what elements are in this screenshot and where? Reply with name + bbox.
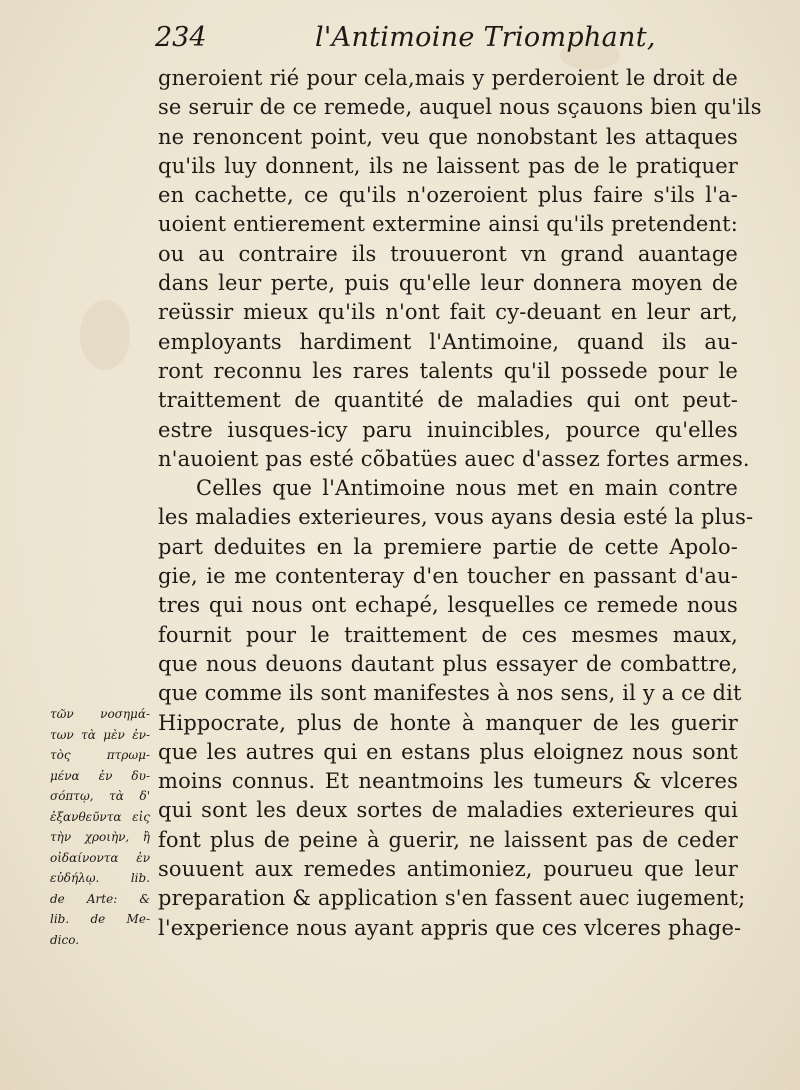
marginal-note-line: τῶν νοσημά- (50, 707, 150, 721)
text-line: ou au contraire ils trouueront vn grand auantage (158, 241, 738, 266)
text-line: font plus de peine à guerir, ne laissent pas de ceder (158, 827, 738, 852)
running-title: l'Antimoine Triomphant, (315, 22, 656, 53)
main-text-block (158, 64, 762, 943)
text-line: tres qui nous ont echapé, lesquelles ce remede nous (158, 593, 738, 618)
marginal-note-line: lib. de Me- (50, 912, 150, 926)
text-line: gneroient rié pour cela,mais y perderoient le droit de (158, 66, 738, 90)
text-line: preparation & application s'en fassent auec iugement; (158, 886, 746, 911)
page-header (155, 22, 740, 62)
text-line: employants hardiment l'Antimoine, quand ils au- (158, 329, 738, 354)
text-line: les maladies exterieures, vous ayans desia esté la plus- (158, 505, 754, 530)
text-line: uoient entierement extermine ainsi qu'ils pretendent: (158, 212, 738, 237)
marginal-note-line: τὸς πτρωμ- (50, 748, 150, 762)
text-line: que comme ils sont manifestes à nos sens, il y a ce dit (158, 681, 742, 706)
paper-stain (80, 300, 130, 370)
text-line: souuent aux remedes antimoniez, pourueu que leur (158, 857, 738, 882)
text-line: dans leur perte, puis qu'elle leur donnera moyen de (158, 271, 738, 296)
text-line: traittement de quantité de maladies qui ont peut- (158, 388, 738, 413)
text-line: gie, ie me contenteray d'en toucher en passant d'au- (158, 564, 738, 589)
text-line: ront reconnu les rares talents qu'il possede pour le (158, 358, 738, 383)
paragraph-start-line: Celles que l'Antimoine nous met en main contre (196, 476, 738, 501)
marginal-note (50, 704, 150, 950)
marginal-note-line: σόπτῳ, τὰ δ' (50, 789, 150, 803)
marginal-note-line: τὴν χροιὴν, ἢ (50, 830, 150, 844)
marginal-note-line: ἐξανθεῦντα εἰς (50, 809, 150, 824)
text-line: moins connus. Et neantmoins les tumeurs & vlceres (158, 769, 738, 794)
text-line: n'auoient pas esté cõbatües auec d'assez fortes armes. (158, 446, 750, 471)
text-line: part deduites en la premiere partie de cette Apolo- (158, 534, 738, 559)
marginal-note-line: των τὰ μὲν ἐν- (50, 727, 150, 742)
text-line: que les autres qui en estans plus eloignez nous sont (158, 739, 738, 764)
text-line: que nous deuons dautant plus essayer de combattre, (158, 651, 738, 676)
text-line: ne renoncent point, veu que nonobstant les attaques (158, 124, 738, 149)
text-line: en cachette, ce qu'ils n'ozeroient plus faire s'ils l'a- (158, 183, 738, 208)
text-line: estre iusques-icy paru inuincibles, pource qu'elles (158, 417, 738, 442)
marginal-note-line: de Arte: & (50, 891, 150, 906)
text-line: reüssir mieux qu'ils n'ont fait cy-deuant en leur art, (158, 300, 738, 325)
marginal-note-line: εὐδήλῳ. lib. (50, 871, 150, 885)
text-line: se seruir de ce remede, auquel nous sçauons bien qu'ils (158, 95, 762, 120)
text-line: qui sont les deux sortes de maladies exterieures qui (158, 798, 738, 823)
text-line: Hippocrate, plus de honte à manquer de les guerir (158, 710, 738, 735)
text-line: l'experience nous ayant appris que ces vlceres phage- (158, 915, 742, 940)
marginal-note-line: οἰδαίνοντα ἐν (50, 850, 150, 865)
marginal-note-line: dico. (50, 932, 80, 947)
page-number: 234 (155, 22, 207, 53)
text-line: qu'ils luy donnent, ils ne laissent pas de le pratiquer (158, 153, 738, 178)
marginal-note-line: μένα ἐν δυ- (50, 768, 150, 783)
text-line: fournit pour le traittement de ces mesmes maux, (158, 622, 738, 647)
